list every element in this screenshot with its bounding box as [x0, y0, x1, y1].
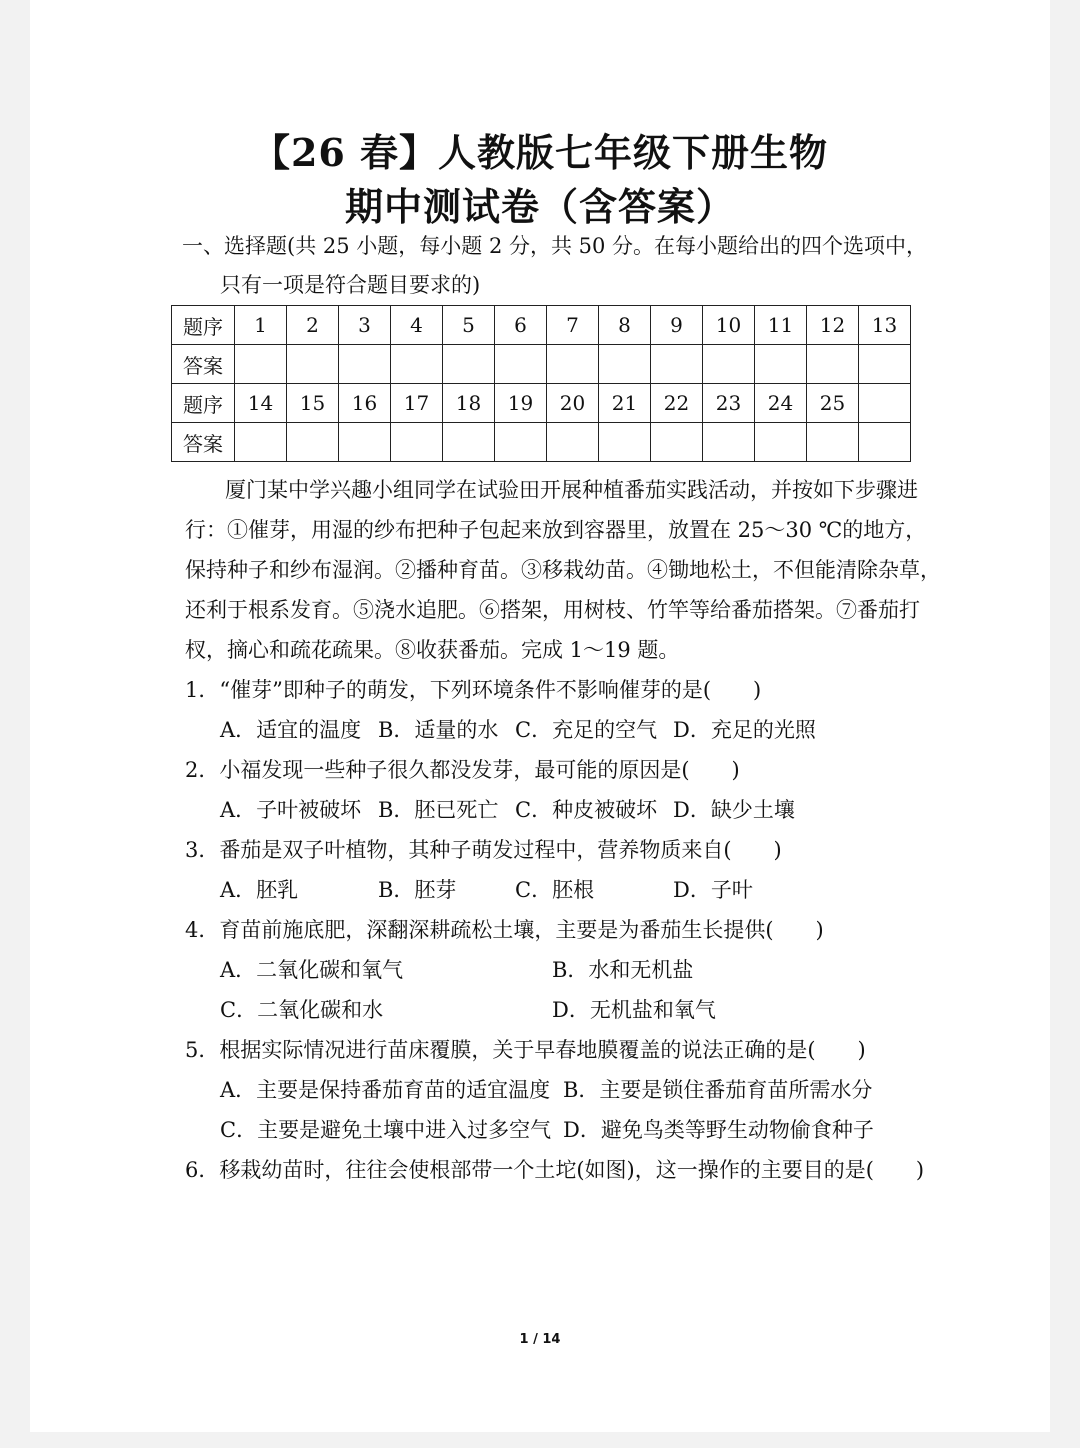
- question-stem: 5．根据实际情况进行苗床覆膜，关于早春地膜覆盖的说法正确的是( ): [185, 1038, 866, 1062]
- title-line-2: 期中测试卷（含答案）: [344, 184, 735, 229]
- option-a[interactable]: A．胚乳: [220, 878, 299, 902]
- question-number: 17: [391, 384, 443, 423]
- question-number: 20: [547, 384, 599, 423]
- option-d[interactable]: D．无机盐和氧气: [552, 998, 716, 1022]
- answer-cell[interactable]: [391, 345, 443, 384]
- table-row: [172, 384, 911, 423]
- answer-cell[interactable]: [443, 423, 495, 462]
- answer-cell[interactable]: [703, 345, 755, 384]
- answer-cell[interactable]: [807, 423, 859, 462]
- question-number: 14: [235, 384, 287, 423]
- passage-line: 厦门某中学兴趣小组同学在试验田开展种植番茄实践活动，并按如下步骤进: [225, 478, 918, 502]
- answer-cell[interactable]: [755, 423, 807, 462]
- question-number: 24: [755, 384, 807, 423]
- option-d[interactable]: D．缺少土壤: [673, 798, 795, 822]
- question-number: 4: [391, 306, 443, 345]
- passage-line: 还利于根系发育。⑤浇水追肥。⑥搭架，用树枝、竹竿等给番茄搭架。⑦番茄打: [185, 598, 920, 622]
- option-a[interactable]: A．适宜的温度: [220, 718, 362, 742]
- answer-cell[interactable]: [339, 345, 391, 384]
- question-stem: 6．移栽幼苗时，往往会使根部带一个土坨(如图)，这一操作的主要目的是( ): [185, 1158, 925, 1182]
- answer-cell[interactable]: [495, 423, 547, 462]
- document-page: [30, 0, 1050, 1432]
- section-heading-cont: 只有一项是符合题目要求的): [220, 273, 481, 297]
- passage-line: 杈，摘心和疏花疏果。⑧收获番茄。完成 1～19 题。: [185, 638, 680, 662]
- option-c[interactable]: C．主要是避免土壤中进入过多空气: [220, 1118, 552, 1142]
- question-number: 3: [339, 306, 391, 345]
- table-row: [172, 306, 911, 345]
- question-number: 16: [339, 384, 391, 423]
- option-a[interactable]: A．主要是保持番茄育苗的适宜温度: [220, 1078, 551, 1102]
- option-c[interactable]: C．二氧化碳和水: [220, 998, 384, 1022]
- question-number: 2: [287, 306, 339, 345]
- option-b[interactable]: B．适量的水: [378, 718, 499, 742]
- answer-cell[interactable]: [287, 423, 339, 462]
- answer-cell[interactable]: [859, 423, 911, 462]
- question-number: 8: [599, 306, 651, 345]
- row-label: 题序: [172, 306, 235, 345]
- question-number: 15: [287, 384, 339, 423]
- answer-cell[interactable]: [339, 423, 391, 462]
- table-row: [172, 345, 911, 384]
- answer-cell[interactable]: [599, 423, 651, 462]
- question-number: 6: [495, 306, 547, 345]
- question-number: 22: [651, 384, 703, 423]
- question-number: 19: [495, 384, 547, 423]
- row-label: 题序: [172, 384, 235, 423]
- question-number: 9: [651, 306, 703, 345]
- answer-cell[interactable]: [495, 345, 547, 384]
- option-d[interactable]: D．充足的光照: [673, 718, 816, 742]
- option-b[interactable]: B．胚芽: [378, 878, 457, 902]
- option-b[interactable]: B．水和无机盐: [552, 958, 694, 982]
- question-number: 21: [599, 384, 651, 423]
- answer-cell[interactable]: [287, 345, 339, 384]
- option-c[interactable]: C．胚根: [515, 878, 595, 902]
- answer-cell[interactable]: [547, 345, 599, 384]
- question-number: 12: [807, 306, 859, 345]
- answer-cell[interactable]: [807, 345, 859, 384]
- row-label: 答案: [172, 423, 235, 462]
- question-number: 25: [807, 384, 859, 423]
- answer-cell[interactable]: [859, 345, 911, 384]
- passage-line: 行：①催芽，用湿的纱布把种子包起来放到容器里，放置在 25～30 ℃的地方，: [185, 518, 927, 542]
- option-c[interactable]: C．种皮被破坏: [515, 798, 658, 822]
- answer-cell[interactable]: [443, 345, 495, 384]
- option-b[interactable]: B．主要是锁住番茄育苗所需水分: [563, 1078, 873, 1102]
- option-b[interactable]: B．胚已死亡: [378, 798, 499, 822]
- question-stem: 4．育苗前施底肥，深翻深耕疏松土壤，主要是为番茄生长提供( ): [185, 918, 824, 942]
- answer-cell[interactable]: [599, 345, 651, 384]
- option-d[interactable]: D．避免鸟类等野生动物偷食种子: [563, 1118, 874, 1142]
- answer-cell[interactable]: [235, 345, 287, 384]
- question-number: 18: [443, 384, 495, 423]
- answer-cell[interactable]: [391, 423, 443, 462]
- title-line-1: 【26 春】人教版七年级下册生物: [251, 130, 829, 175]
- section-heading: 一、选择题(共 25 小题，每小题 2 分，共 50 分。在每小题给出的四个选项中，: [182, 234, 928, 258]
- question-number: [859, 384, 911, 423]
- row-label: 答案: [172, 345, 235, 384]
- option-a[interactable]: A．子叶被破坏: [220, 798, 362, 822]
- question-number: 23: [703, 384, 755, 423]
- answer-cell[interactable]: [703, 423, 755, 462]
- table-row: [172, 423, 911, 462]
- answer-cell[interactable]: [651, 345, 703, 384]
- question-number: 5: [443, 306, 495, 345]
- answer-cell[interactable]: [235, 423, 287, 462]
- option-a[interactable]: A．二氧化碳和氧气: [220, 958, 404, 982]
- answer-cell[interactable]: [651, 423, 703, 462]
- passage-line: 保持种子和纱布湿润。②播种育苗。③移栽幼苗。④锄地松土，不但能清除杂草，: [185, 558, 941, 582]
- option-d[interactable]: D．子叶: [673, 878, 753, 902]
- answer-table: [171, 305, 911, 462]
- question-number: 13: [859, 306, 911, 345]
- answer-cell[interactable]: [547, 423, 599, 462]
- question-number: 10: [703, 306, 755, 345]
- question-stem: 2．小福发现一些种子很久都没发芽，最可能的原因是( ): [185, 758, 740, 782]
- question-stem: 1．“催芽”即种子的萌发，下列环境条件不影响催芽的是( ): [185, 678, 762, 702]
- question-number: 1: [235, 306, 287, 345]
- question-number: 7: [547, 306, 599, 345]
- answer-cell[interactable]: [755, 345, 807, 384]
- question-stem: 3．番茄是双子叶植物，其种子萌发过程中，营养物质来自( ): [185, 838, 782, 862]
- page-number: 1 / 14: [519, 1332, 561, 1347]
- option-c[interactable]: C．充足的空气: [515, 718, 658, 742]
- question-number: 11: [755, 306, 807, 345]
